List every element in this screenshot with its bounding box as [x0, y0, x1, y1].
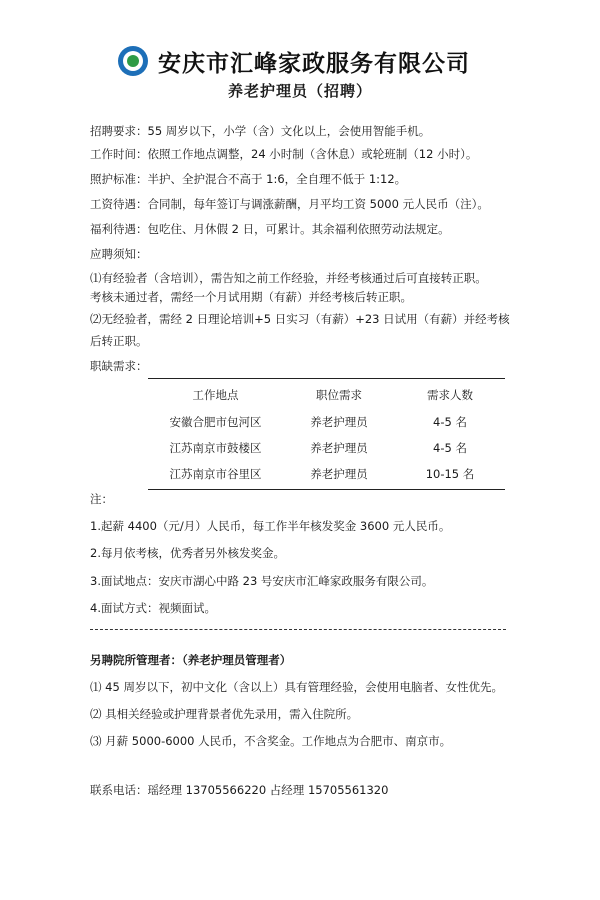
column-header-position: 职位需求: [316, 388, 362, 402]
notice-line: ⑴有经验者（含培训），需告知之前工作经验，并经考核通过后可直接转正职。: [90, 271, 487, 285]
cell-location: 江苏南京市鼓楼区: [169, 441, 262, 455]
table-header-row: [148, 384, 505, 406]
cell-count: 4-5 名: [433, 441, 467, 455]
cell-position: 养老护理员: [310, 467, 368, 481]
requirement-recruit: 招聘要求：55 周岁以下，小学（含）文化以上，会使用智能手机。: [90, 124, 431, 138]
requirement-care-ratio: 照护标准：半护、全护混合不高于 1:6，全自理不低于 1:12。: [90, 172, 407, 186]
note-item: 3.面试地点：安庆市湖心中路 23 号安庆市汇峰家政服务有限公司。: [90, 574, 434, 588]
company-name: 安庆市汇峰家政服务有限公司: [158, 50, 470, 77]
note-item: 1.起薪 4400（元/月）人民币，每工作半年核发奖金 3600 元人民币。: [90, 519, 451, 533]
column-header-count: 需求人数: [427, 388, 473, 402]
note-item: 2.每月依考核，优秀者另外核发奖金。: [90, 546, 285, 560]
vacancy-table: [148, 378, 505, 490]
notice-line: ⑵无经验者，需经 2 日理论培训+5 日实习（有薪）+23 日试用（有薪）并经考核: [90, 312, 510, 326]
manager-item: ⑴ 45 周岁以下，初中文化（含以上）具有管理经验，会使用电脑者、女性优先。: [90, 680, 503, 694]
company-header: [118, 44, 470, 78]
table-row: [148, 411, 505, 433]
manager-heading: 另聘院所管理者：（养老护理员管理者）: [90, 653, 292, 667]
cell-location: 安徽合肥市包河区: [169, 415, 262, 429]
note-item: 4.面试方式：视频面试。: [90, 601, 216, 615]
contact-phone: 联系电话：瑶经理 13705566220 占经理 15705561320: [90, 783, 389, 797]
cell-position: 养老护理员: [310, 415, 368, 429]
manager-item: ⑶ 月薪 5000-6000 人民币，不含奖金。工作地点为合肥市、南京市。: [90, 734, 452, 748]
document-subtitle: 养老护理员（招聘）: [227, 82, 372, 100]
notice-line: 考核未通过者，需经一个月试用期（有薪）并经考核后转正职。: [90, 290, 412, 304]
cell-position: 养老护理员: [310, 441, 368, 455]
cell-count: 10-15 名: [425, 467, 475, 481]
cell-location: 江苏南京市谷里区: [169, 467, 262, 481]
manager-item: ⑵ 具相关经验或护理背景者优先录用，需入住院所。: [90, 707, 359, 721]
requirement-salary: 工资待遇：合同制，每年签订与调涨薪酬，月平均工资 5000 元人民币（注）。: [90, 197, 489, 211]
requirement-benefits: 福利待遇：包吃住、月休假 2 日，可累计。其余福利依照劳动法规定。: [90, 222, 450, 236]
notes-heading: 注：: [90, 492, 113, 506]
requirement-hours: 工作时间：依照工作地点调整，24 小时制（含休息）或轮班制（12 小时）。: [90, 147, 478, 161]
notice-heading: 应聘须知：: [90, 247, 148, 261]
company-logo-icon: [118, 46, 148, 76]
table-row: [148, 437, 505, 459]
column-header-location: 工作地点: [192, 388, 239, 402]
table-row: [148, 463, 505, 485]
vacancy-heading: 职缺需求：: [90, 359, 148, 373]
section-divider: [90, 629, 506, 630]
cell-count: 4-5 名: [433, 415, 467, 429]
notice-line: 后转正职。: [90, 334, 148, 348]
